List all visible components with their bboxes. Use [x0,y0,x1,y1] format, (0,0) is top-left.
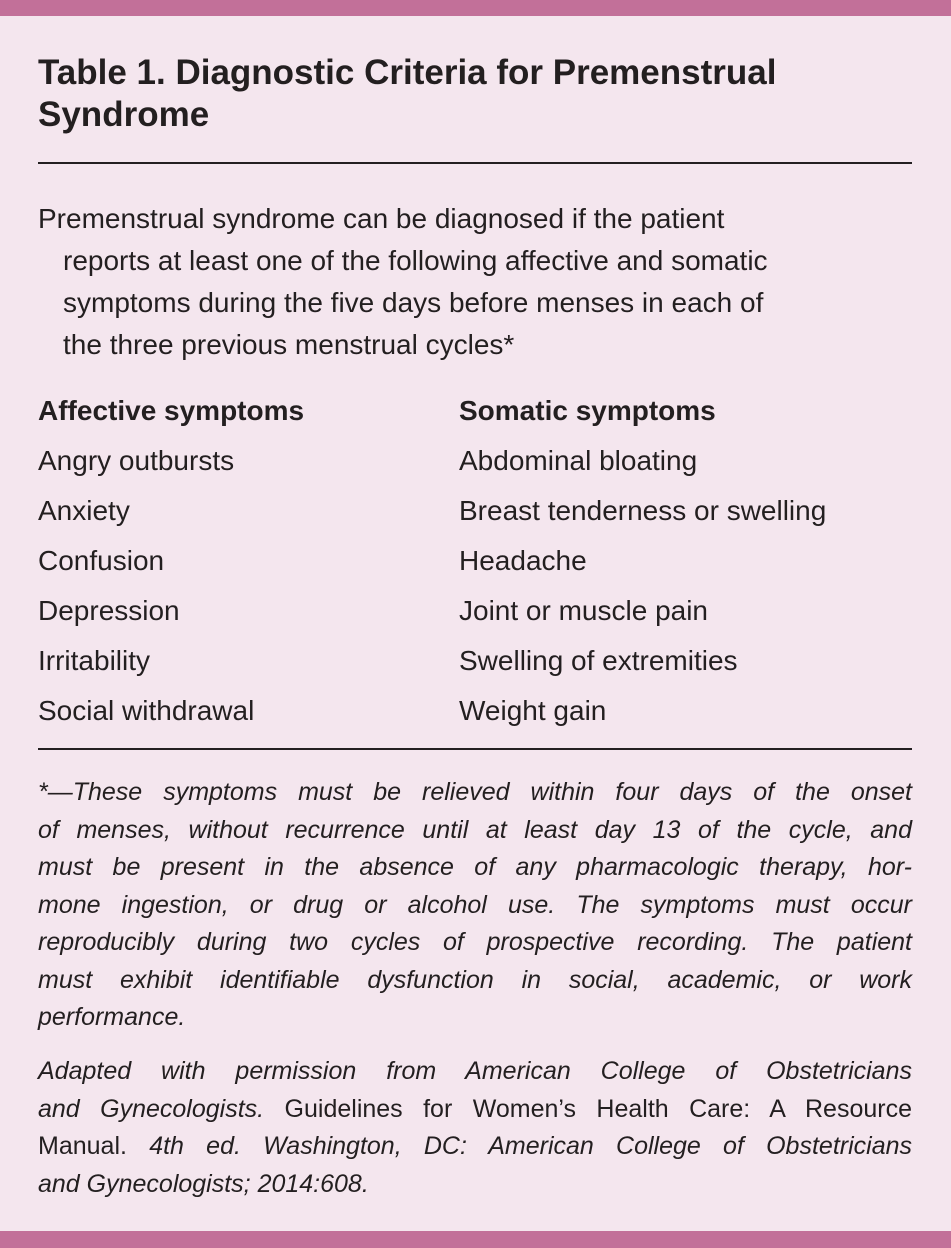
source-line: Adapted with permission from American College of Obstetricians [38,1057,912,1085]
source-book-title-end: Manual. [38,1132,127,1160]
intro-line: symptoms during the five days before menses in each of [63,287,764,318]
top-accent-bar [0,0,951,16]
symptom-item: Irritability [38,645,151,676]
symptom-item: Angry outbursts [38,445,235,476]
source-edition: 4th ed. Washington, DC: American College of Obstetricians [149,1132,913,1160]
symptom-item: Headache [459,545,587,576]
symptom-item: Breast tenderness or swelling [459,495,827,526]
footnote-line: must exhibit identifiable dysfunction in social, academic, or work [38,965,912,994]
symptom-item: Swelling of extremities [459,645,738,676]
source-line: and Gynecologists; 2014:608. [38,1169,369,1198]
somatic-column [459,386,826,736]
source-book-title: Guidelines for Women’s Health Care: A Resource [284,1094,912,1123]
intro-line: the three previous menstrual cycles* [63,329,515,360]
footnote-line: reproducibly during two cycles of prospective recording. The patient [38,928,912,956]
source-citation [38,1053,912,1203]
symptom-item: Depression [38,595,180,626]
footnote-line: must be present in the absence of any pharmacologic therapy, hor- [38,853,912,881]
symptom-item: Abdominal bloating [459,445,698,476]
intro-line: reports at least one of the following affective and somatic [63,245,768,276]
footnote [38,774,912,1037]
bottom-accent-bar [0,1231,951,1248]
column-header: Affective symptoms [38,395,305,426]
title-divider [38,162,912,164]
table-divider [38,748,912,750]
footnote-line: performance. [38,1003,186,1031]
column-header: Somatic symptoms [459,395,716,426]
symptom-item: Social withdrawal [38,695,255,726]
footnote-line: of menses, without recurrence until at least day 13 of the cycle, and [38,815,912,844]
footnote-line: *—These symptoms must be relieved within four days of the onset [38,778,912,806]
intro-line: Premenstrual syndrome can be diagnosed if the patient [38,203,725,234]
intro-paragraph [38,198,918,366]
symptom-item: Joint or muscle pain [459,595,709,626]
footnote-line: mone ingestion, or drug or alcohol use. The symptoms must occur [38,890,912,919]
source-line [38,1128,912,1166]
source-publisher: and Gynecologists. [38,1094,265,1123]
symptom-item: Confusion [38,545,165,576]
source-line [38,1091,912,1129]
table-title: Table 1. Diagnostic Criteria for Premenstrual Syndrome [38,53,777,134]
symptom-item: Anxiety [38,495,130,526]
symptom-item: Weight gain [459,695,607,726]
affective-column [38,386,304,736]
